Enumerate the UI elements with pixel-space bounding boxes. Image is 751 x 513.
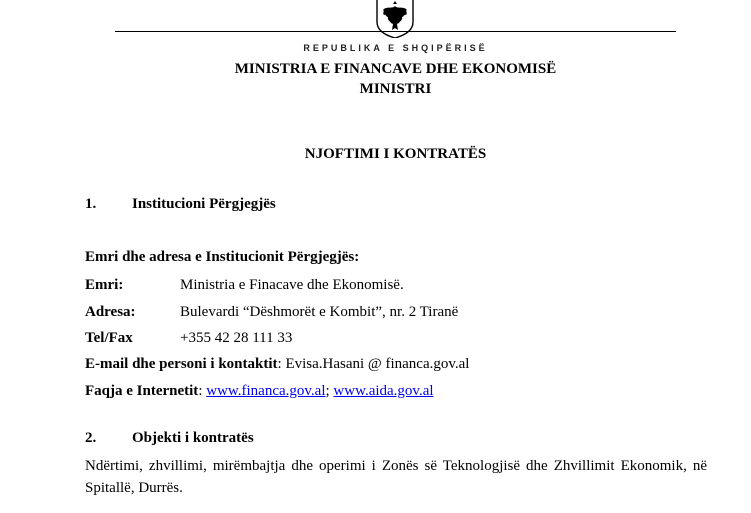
name-value: Ministria e Finacave dhe Ekonomisë. (180, 277, 404, 293)
header-rule (115, 31, 676, 32)
section1-subheading: Emri dhe adresa e Institucionit Përgjegjës: (85, 249, 360, 265)
contract-object-text: Ndërtimi, zhvillimi, mirëmbajtja dhe operimi i Zonës së Teknologjisë dhe Zhvillimit Ekonomik, në Spitallë, Durrës. (85, 458, 707, 496)
tel-label: Tel/Fax (85, 330, 133, 346)
web-separator: : (198, 383, 207, 399)
web-line (85, 381, 434, 401)
ministry-name: MINISTRIA E FINANCAVE DHE EKONOMISË (234, 61, 557, 77)
email-value: : Evisa.Hasani @ financa.gov.al (277, 356, 470, 372)
address-label: Adresa: (85, 304, 136, 320)
web-separator-2: ; (325, 383, 334, 399)
albanian-eagle-emblem-icon (372, 0, 418, 38)
section2-number: 2. (85, 430, 97, 446)
web-label: Faqja e Internetit (85, 383, 199, 399)
email-line (85, 354, 469, 374)
section2-title: Objekti i kontratës (132, 430, 254, 446)
name-label: Emri: (85, 277, 124, 293)
aida-website-link[interactable]: www.aida.gov.al (333, 383, 434, 399)
email-label: E-mail dhe personi i kontaktit (85, 356, 278, 372)
finance-website-link[interactable]: www.financa.gov.al (206, 383, 326, 399)
notice-title: NJOFTIMI I KONTRATËS (304, 146, 487, 162)
section1-title: Institucioni Përgjegjës (132, 196, 276, 212)
republic-name: REPUBLIKA E SHQIPËRISË (303, 43, 488, 53)
address-value: Bulevardi “Dëshmorët e Kombit”, nr. 2 Tiranë (180, 304, 459, 320)
section1-number: 1. (85, 196, 97, 212)
office-name: MINISTRI (359, 81, 432, 97)
tel-value: +355 42 28 111 33 (180, 330, 293, 346)
